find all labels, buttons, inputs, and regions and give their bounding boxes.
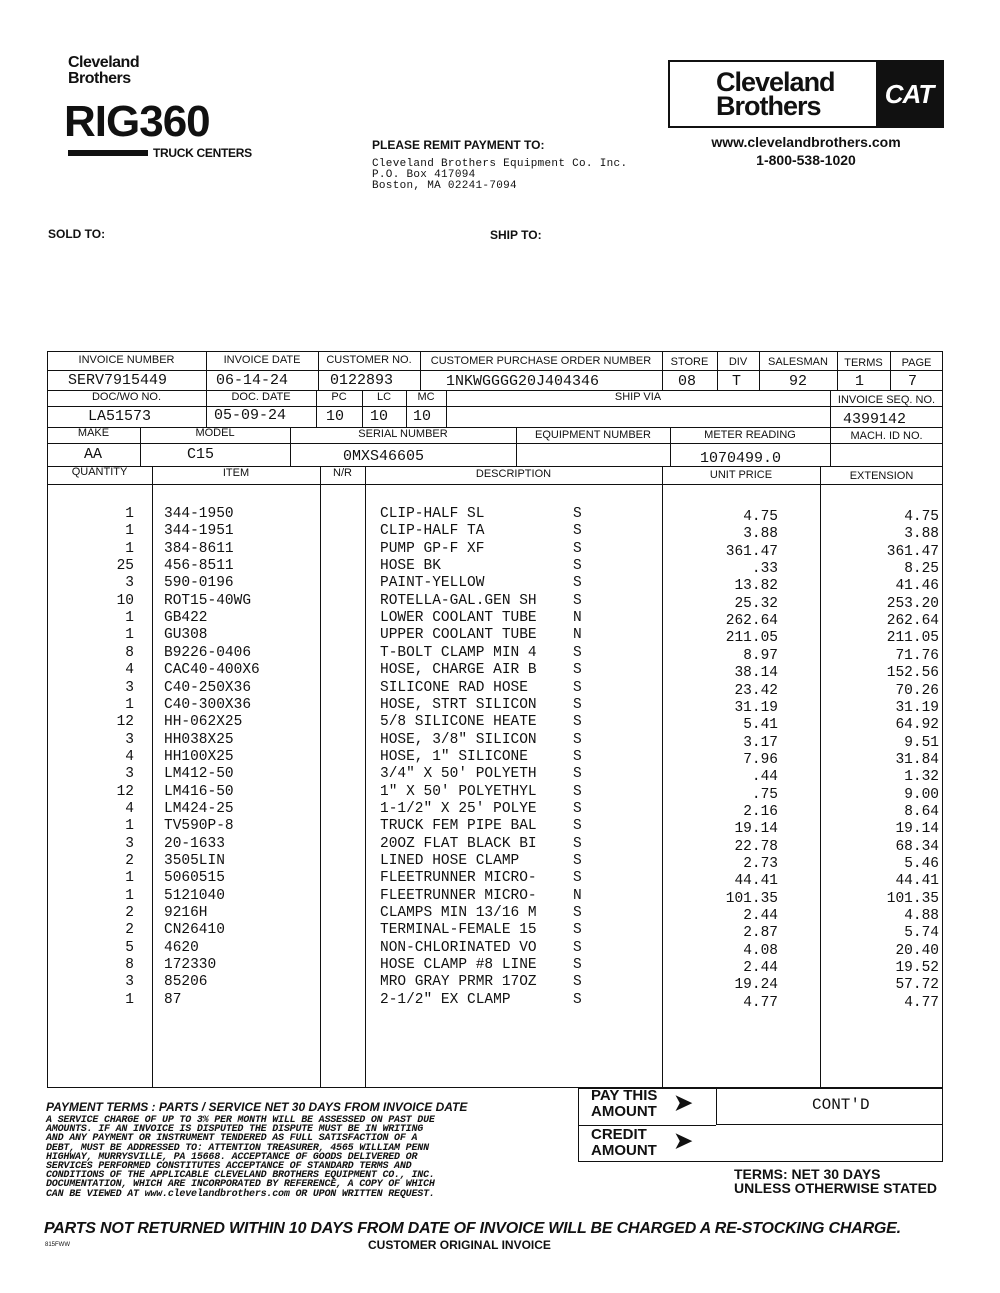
- code-cell: S: [573, 870, 582, 887]
- item-number-cell: 85206: [164, 974, 208, 991]
- remit-line: P.O. Box 417094: [372, 169, 476, 181]
- unit-price-cell: 13.82: [734, 578, 778, 595]
- item-number-cell: 456-8511: [164, 558, 234, 575]
- unit-price-label: UNIT PRICE: [709, 469, 773, 481]
- doc-date-label: DOC. DATE: [231, 391, 291, 403]
- description-cell: SILICONE RAD HOSE: [380, 679, 528, 696]
- code-cell: S: [573, 974, 582, 991]
- extension-cell: 19.14: [895, 821, 939, 838]
- table-row: [47, 593, 943, 610]
- description-cell: HOSE, 1" SILICONE: [380, 748, 528, 765]
- payment-terms: PAYMENT TERMS : PARTS / SERVICE NET 30 DAYS FROM INVOICE DATE: [46, 1100, 468, 1114]
- page-label: PAGE: [901, 357, 932, 369]
- quantity-cell: 2: [125, 853, 134, 869]
- pc-value: 10: [326, 408, 345, 425]
- doc-wo-label: DOC/WO NO.: [91, 391, 162, 403]
- div-value: T: [732, 373, 742, 390]
- item-number-cell: HH100X25: [164, 748, 234, 765]
- extension-cell: 31.84: [895, 751, 939, 768]
- description-cell: LOWER COOLANT TUBE: [380, 610, 537, 627]
- invoice-number-value: SERV7915449: [68, 372, 168, 389]
- pc-label: PC: [331, 391, 347, 403]
- quantity-cell: 1: [125, 818, 134, 835]
- legal-line: CONDITIONS OF THE APPLICABLE CLEVELAND BROTHERS EQUIPMENT CO., INC.: [46, 1170, 435, 1182]
- item-number-cell: 590-0196: [164, 575, 234, 592]
- code-cell: S: [573, 679, 582, 696]
- unit-price-cell: 3.17: [743, 734, 778, 751]
- code-cell: S: [573, 662, 582, 679]
- item-label: ITEM: [222, 467, 250, 479]
- description-cell: ROTELLA-GAL.GEN SH: [380, 592, 537, 609]
- quantity-label: QUANTITY: [71, 466, 128, 478]
- extension-cell: 4.75: [904, 509, 939, 525]
- truck-centers-label: TRUCK CENTERS: [153, 146, 252, 160]
- remit-line: Boston, MA 02241-7094: [372, 180, 517, 192]
- quantity-cell: 1: [125, 540, 134, 557]
- quantity-cell: 1: [125, 523, 134, 540]
- extension-cell: 70.26: [895, 682, 939, 699]
- table-row: [47, 558, 943, 578]
- code-cell: S: [573, 506, 582, 522]
- code-cell: S: [573, 818, 582, 835]
- code-cell: S: [573, 592, 582, 609]
- description-cell: FLEETRUNNER MICRO-: [380, 887, 537, 904]
- table-row: [47, 766, 943, 786]
- description-cell: CLIP-HALF SL: [380, 506, 485, 522]
- code-cell: S: [573, 714, 582, 731]
- contd-value: CONT'D: [812, 1096, 870, 1114]
- mach-id-label: MACH. ID NO.: [850, 430, 923, 442]
- unit-price-cell: 2.16: [743, 803, 778, 820]
- quantity-cell: 1: [125, 627, 134, 644]
- code-cell: S: [573, 748, 582, 765]
- remit-line: Cleveland Brothers Equipment Co. Inc.: [372, 158, 628, 170]
- table-row: [47, 523, 943, 543]
- table-row: [47, 992, 943, 1009]
- salesman-value: 92: [789, 373, 808, 390]
- unit-price-cell: 2.87: [743, 925, 778, 942]
- legal-line: DOCUMENTATION, WHICH ARE INCORPORATED BY REFERENCE, A COPY OF WHICH: [46, 1179, 435, 1191]
- salesman-label: SALESMAN: [768, 356, 828, 368]
- description-cell: PAINT-YELLOW: [380, 575, 485, 592]
- description-cell: LINED HOSE CLAMP: [380, 853, 520, 869]
- table-row: [47, 818, 943, 838]
- nr-label: N/R: [333, 467, 352, 479]
- table-row: [47, 957, 943, 977]
- code-cell: S: [573, 540, 582, 557]
- code-cell: S: [573, 853, 582, 869]
- table-row: [47, 853, 943, 870]
- unit-price-cell: 5.41: [743, 717, 778, 734]
- arrow-right-icon: ➤: [674, 1090, 693, 1115]
- quantity-cell: 10: [116, 592, 134, 609]
- quantity-cell: 1: [125, 610, 134, 627]
- item-number-cell: 344-1951: [164, 523, 234, 540]
- item-number-cell: CAC40-400X6: [164, 662, 260, 679]
- extension-cell: 41.46: [895, 578, 939, 595]
- serial-number-label: SERIAL NUMBER: [358, 428, 448, 440]
- table-row: [47, 974, 943, 994]
- table-row: [47, 732, 943, 749]
- unit-price-cell: 2.44: [743, 908, 778, 925]
- logo-bar: [68, 150, 148, 156]
- unit-price-cell: .75: [751, 786, 778, 803]
- extension-label: EXTENSION: [849, 470, 914, 482]
- description-cell: HOSE, STRT SILICON: [380, 696, 537, 713]
- extension-cell: 101.35: [886, 890, 939, 907]
- table-row: [47, 610, 943, 630]
- table-row: [47, 888, 943, 905]
- extension-cell: 262.64: [886, 613, 939, 630]
- code-cell: S: [573, 783, 582, 800]
- form-number: 815FWW: [45, 1242, 71, 1248]
- unit-price-cell: 44.41: [734, 873, 778, 890]
- terms-value: 1: [855, 373, 865, 390]
- legal-line: AND ANY PAYMENT OR INSTRUMENT TENDERED AS FULL SATISFACTION OF A: [46, 1133, 418, 1145]
- table-row: [47, 575, 943, 595]
- extension-cell: 5.74: [904, 925, 939, 942]
- table-row: [47, 801, 943, 818]
- meter-reading-label: METER READING: [704, 429, 796, 441]
- table-row: [47, 697, 943, 714]
- quantity-cell: 1: [125, 506, 134, 522]
- store-value: 08: [678, 373, 697, 390]
- description-cell: NON-CHLORINATED VO: [380, 939, 537, 956]
- extension-cell: 152.56: [886, 665, 939, 682]
- unit-price-cell: 31.19: [734, 699, 778, 716]
- quantity-cell: 5: [125, 939, 134, 956]
- item-number-cell: 5121040: [164, 887, 225, 904]
- item-number-cell: 344-1950: [164, 506, 234, 522]
- extension-cell: 361.47: [886, 543, 939, 560]
- quantity-cell: 12: [116, 714, 134, 731]
- extension-cell: 4.88: [904, 908, 939, 925]
- table-row: [47, 905, 943, 925]
- extension-cell: 5.46: [904, 856, 939, 872]
- quantity-cell: 3: [125, 835, 134, 852]
- description-cell: HOSE, CHARGE AIR B: [380, 662, 537, 679]
- item-number-cell: 4620: [164, 939, 199, 956]
- quantity-cell: 2: [125, 905, 134, 922]
- description-cell: HOSE BK: [380, 558, 441, 575]
- unit-price-cell: 25.32: [734, 595, 778, 612]
- unit-price-cell: 262.64: [725, 613, 778, 630]
- unit-price-cell: 2.44: [743, 960, 778, 977]
- meter-reading-value: 1070499.0: [700, 450, 782, 467]
- item-number-cell: LM424-25: [164, 800, 234, 817]
- invoice-number-label: INVOICE NUMBER: [78, 354, 175, 366]
- table-row: [47, 662, 943, 682]
- code-cell: S: [573, 835, 582, 852]
- table-row: [47, 836, 943, 853]
- unit-price-cell: 38.14: [734, 665, 778, 682]
- table-row: [47, 680, 943, 697]
- website-link[interactable]: www.clevelandbrothers.com: [711, 134, 901, 150]
- customer-no-value: 0122893: [330, 372, 394, 389]
- model-value: C15: [187, 446, 215, 463]
- phone-number: 1-800-538-1020: [756, 152, 856, 168]
- extension-cell: 31.19: [895, 699, 939, 716]
- lc-value: 10: [370, 408, 389, 425]
- make-value: AA: [84, 446, 103, 463]
- item-number-cell: 5060515: [164, 870, 225, 887]
- item-number-cell: C40-300X36: [164, 696, 252, 713]
- description-cell: CLIP-HALF TA: [380, 523, 485, 540]
- quantity-cell: 3: [125, 731, 134, 748]
- doc-wo-value: LA51573: [88, 408, 152, 425]
- item-number-cell: TV590P-8: [164, 818, 234, 835]
- code-cell: S: [573, 800, 582, 817]
- extension-cell: 20.40: [895, 942, 939, 959]
- table-row: [47, 541, 943, 558]
- table-row: [47, 627, 943, 647]
- extension-cell: 9.00: [904, 786, 939, 803]
- terms-net-text: TERMS: NET 30 DAYS UNLESS OTHERWISE STATED: [734, 1166, 938, 1196]
- extension-cell: 64.92: [895, 717, 939, 734]
- item-number-cell: B9226-0406: [164, 644, 252, 661]
- item-number-cell: 20-1633: [164, 835, 225, 852]
- arrow-right-icon: ➤: [674, 1128, 693, 1153]
- sold-to-label: SOLD TO:: [48, 227, 106, 241]
- table-row: [47, 506, 943, 523]
- quantity-cell: 12: [116, 783, 134, 800]
- description-cell: HOSE CLAMP #8 LINE: [380, 957, 537, 974]
- code-cell: N: [573, 610, 582, 627]
- unit-price-cell: 8.97: [743, 647, 778, 664]
- description-cell: 3/4" X 50' POLYETH: [380, 766, 537, 783]
- code-cell: S: [573, 644, 582, 661]
- code-cell: S: [573, 922, 582, 939]
- quantity-cell: 4: [125, 748, 134, 765]
- code-cell: N: [573, 627, 582, 644]
- item-number-cell: 3505LIN: [164, 853, 225, 869]
- extension-cell: 211.05: [886, 630, 939, 647]
- mc-value: 10: [413, 408, 432, 425]
- unit-price-cell: 3.88: [743, 526, 778, 543]
- description-cell: TRUCK FEM PIPE BAL: [380, 818, 537, 835]
- store-label: STORE: [670, 356, 709, 368]
- quantity-cell: 4: [125, 662, 134, 679]
- description-cell: MRO GRAY PRMR 17OZ: [380, 974, 537, 991]
- extension-cell: 68.34: [895, 838, 939, 855]
- quantity-cell: 1: [125, 991, 134, 1008]
- code-cell: S: [573, 731, 582, 748]
- ship-via-label: SHIP VIA: [614, 391, 662, 403]
- quantity-cell: 2: [125, 922, 134, 939]
- customer-original-label: CUSTOMER ORIGINAL INVOICE: [368, 1238, 551, 1252]
- extension-cell: 8.25: [904, 561, 939, 578]
- code-cell: S: [573, 766, 582, 783]
- lc-label: LC: [376, 391, 392, 403]
- extension-cell: 3.88: [904, 526, 939, 543]
- invoice-seq-label: INVOICE SEQ. NO.: [837, 394, 936, 406]
- item-number-cell: 87: [164, 991, 182, 1008]
- code-cell: S: [573, 991, 582, 1008]
- table-row: [47, 870, 943, 890]
- description-cell: FLEETRUNNER MICRO-: [380, 870, 537, 887]
- description-cell: T-BOLT CLAMP MIN 4: [380, 644, 537, 661]
- mc-label: MC: [417, 391, 435, 403]
- quantity-cell: 8: [125, 644, 134, 661]
- extension-cell: 19.52: [895, 960, 939, 977]
- extension-cell: 4.77: [904, 994, 939, 1011]
- item-number-cell: 172330: [164, 957, 217, 974]
- legal-line: HIGHWAY, MURRYSVILLE, PA 15668. ACCEPTANCE OF GOODS DELIVERED OR: [46, 1151, 418, 1163]
- item-number-cell: ROT15-40WG: [164, 592, 252, 609]
- code-cell: S: [573, 575, 582, 592]
- doc-date-value: 05-09-24: [214, 407, 287, 424]
- code-cell: N: [573, 887, 582, 904]
- unit-price-cell: 22.78: [734, 838, 778, 855]
- description-cell: 1" X 50' POLYETHYL: [380, 783, 537, 800]
- invoice-date-value: 06-14-24: [216, 372, 289, 389]
- legal-line: DEBT, MUST BE ADDRESSED TO: ATTENTION TREASURER, 4565 WILLIAM PENN: [46, 1142, 429, 1154]
- description-cell: PUMP GP-F XF: [380, 540, 485, 557]
- description-cell: 1-1/2" X 25' POLYE: [380, 800, 537, 817]
- description-cell: 2-1/2" EX CLAMP: [380, 991, 511, 1008]
- code-cell: S: [573, 523, 582, 540]
- legal-line: A SERVICE CHARGE OF UP TO 3% PER MONTH WILL BE ASSESSED ON PAST DUE: [46, 1115, 435, 1126]
- cat-logo: CAT: [876, 62, 942, 126]
- terms-label: TERMS: [844, 357, 883, 369]
- item-number-cell: HH038X25: [164, 731, 234, 748]
- item-number-cell: GU308: [164, 627, 208, 644]
- extension-cell: 1.32: [904, 769, 939, 786]
- table-row: [47, 714, 943, 734]
- quantity-cell: 25: [116, 558, 134, 575]
- quantity-cell: 3: [125, 974, 134, 991]
- po-number-label: CUSTOMER PURCHASE ORDER NUMBER: [430, 355, 652, 367]
- code-cell: S: [573, 957, 582, 974]
- code-cell: S: [573, 558, 582, 575]
- item-number-cell: HH-062X25: [164, 714, 243, 731]
- legal-line: SERVICES PERFORMED CONSTITUTES ACCEPTANCE OF STANDARD TERMS AND: [46, 1161, 412, 1173]
- po-number-value: 1NKWGGGG20J404346: [446, 373, 600, 390]
- item-number-cell: C40-250X36: [164, 679, 252, 696]
- legal-line: CAN BE VIEWED AT www.clevelandbrothers.com OR UPON WRITTEN REQUEST.: [46, 1188, 435, 1200]
- description-cell: UPPER COOLANT TUBE: [380, 627, 537, 644]
- unit-price-cell: 361.47: [725, 543, 778, 560]
- unit-price-cell: 101.35: [725, 890, 778, 907]
- unit-price-cell: 19.14: [734, 821, 778, 838]
- quantity-cell: 1: [125, 887, 134, 904]
- unit-price-cell: 4.75: [743, 509, 778, 525]
- description-cell: CLAMPS MIN 13/16 M: [380, 905, 537, 922]
- table-row: [47, 922, 943, 942]
- code-cell: S: [573, 696, 582, 713]
- description-cell: 5/8 SILICONE HEATE: [380, 714, 537, 731]
- extension-cell: 8.64: [904, 803, 939, 820]
- unit-price-cell: 4.77: [743, 994, 778, 1011]
- company-name-large: Cleveland Brothers: [716, 67, 835, 121]
- quantity-cell: 3: [125, 766, 134, 783]
- page-value: 7: [908, 373, 918, 390]
- extension-cell: 253.20: [886, 595, 939, 612]
- quantity-cell: 1: [125, 696, 134, 713]
- unit-price-cell: 2.73: [743, 856, 778, 872]
- credit-amount-label: CREDIT AMOUNT: [591, 1126, 657, 1159]
- quantity-cell: 4: [125, 800, 134, 817]
- invoice-date-label: INVOICE DATE: [223, 354, 301, 366]
- unit-price-cell: 4.08: [743, 942, 778, 959]
- description-cell: TERMINAL-FEMALE 15: [380, 922, 537, 939]
- company-name-small: Cleveland Brothers: [68, 54, 140, 87]
- legal-line: AMOUNTS. IF AN INVOICE IS DISPUTED THE DISPUTE MUST BE IN WRITING: [46, 1124, 424, 1136]
- item-number-cell: LM416-50: [164, 783, 234, 800]
- extension-cell: 9.51: [904, 734, 939, 751]
- code-cell: S: [573, 905, 582, 922]
- table-row: [47, 645, 943, 662]
- table-row: [47, 749, 943, 766]
- unit-price-cell: .33: [751, 561, 778, 578]
- item-number-cell: GB422: [164, 610, 208, 627]
- quantity-cell: 8: [125, 957, 134, 974]
- remit-label: PLEASE REMIT PAYMENT TO:: [372, 138, 545, 152]
- pay-this-amount-label: PAY THIS AMOUNT: [591, 1087, 658, 1120]
- description-label: DESCRIPTION: [475, 468, 552, 480]
- description-cell: 20OZ FLAT BLACK BI: [380, 835, 537, 852]
- extension-cell: 44.41: [895, 873, 939, 890]
- rig360-logo: RIG360: [64, 97, 210, 146]
- table-row: [47, 784, 943, 801]
- unit-price-cell: 19.24: [734, 977, 778, 994]
- item-number-cell: LM412-50: [164, 766, 234, 783]
- extension-cell: 57.72: [895, 977, 939, 994]
- make-label: MAKE: [77, 427, 110, 439]
- table-row: [47, 940, 943, 957]
- serial-number-value: 0MXS46605: [343, 448, 425, 465]
- equipment-number-label: EQUIPMENT NUMBER: [535, 429, 651, 441]
- code-cell: S: [573, 939, 582, 956]
- invoice-seq-value: 4399142: [843, 411, 907, 428]
- unit-price-cell: 23.42: [734, 682, 778, 699]
- div-label: DIV: [728, 356, 748, 368]
- quantity-cell: 3: [125, 575, 134, 592]
- unit-price-cell: .44: [751, 769, 778, 786]
- item-number-cell: 9216H: [164, 905, 208, 922]
- extension-cell: 71.76: [895, 647, 939, 664]
- unit-price-cell: 7.96: [743, 751, 778, 768]
- ship-to-label: SHIP TO:: [490, 228, 542, 242]
- unit-price-cell: 211.05: [725, 630, 778, 647]
- description-cell: HOSE, 3/8" SILICON: [380, 731, 537, 748]
- legal-text: [46, 1116, 566, 1199]
- quantity-cell: 1: [125, 870, 134, 887]
- model-label: MODEL: [195, 427, 235, 439]
- item-number-cell: CN26410: [164, 922, 225, 939]
- quantity-cell: 3: [125, 679, 134, 696]
- customer-no-label: CUSTOMER NO.: [326, 354, 412, 366]
- restock-notice: PARTS NOT RETURNED WITHIN 10 DAYS FROM DATE OF INVOICE WILL BE CHARGED A RE-STOCKING CHARGE.: [44, 1220, 901, 1237]
- item-number-cell: 384-8611: [164, 540, 234, 557]
